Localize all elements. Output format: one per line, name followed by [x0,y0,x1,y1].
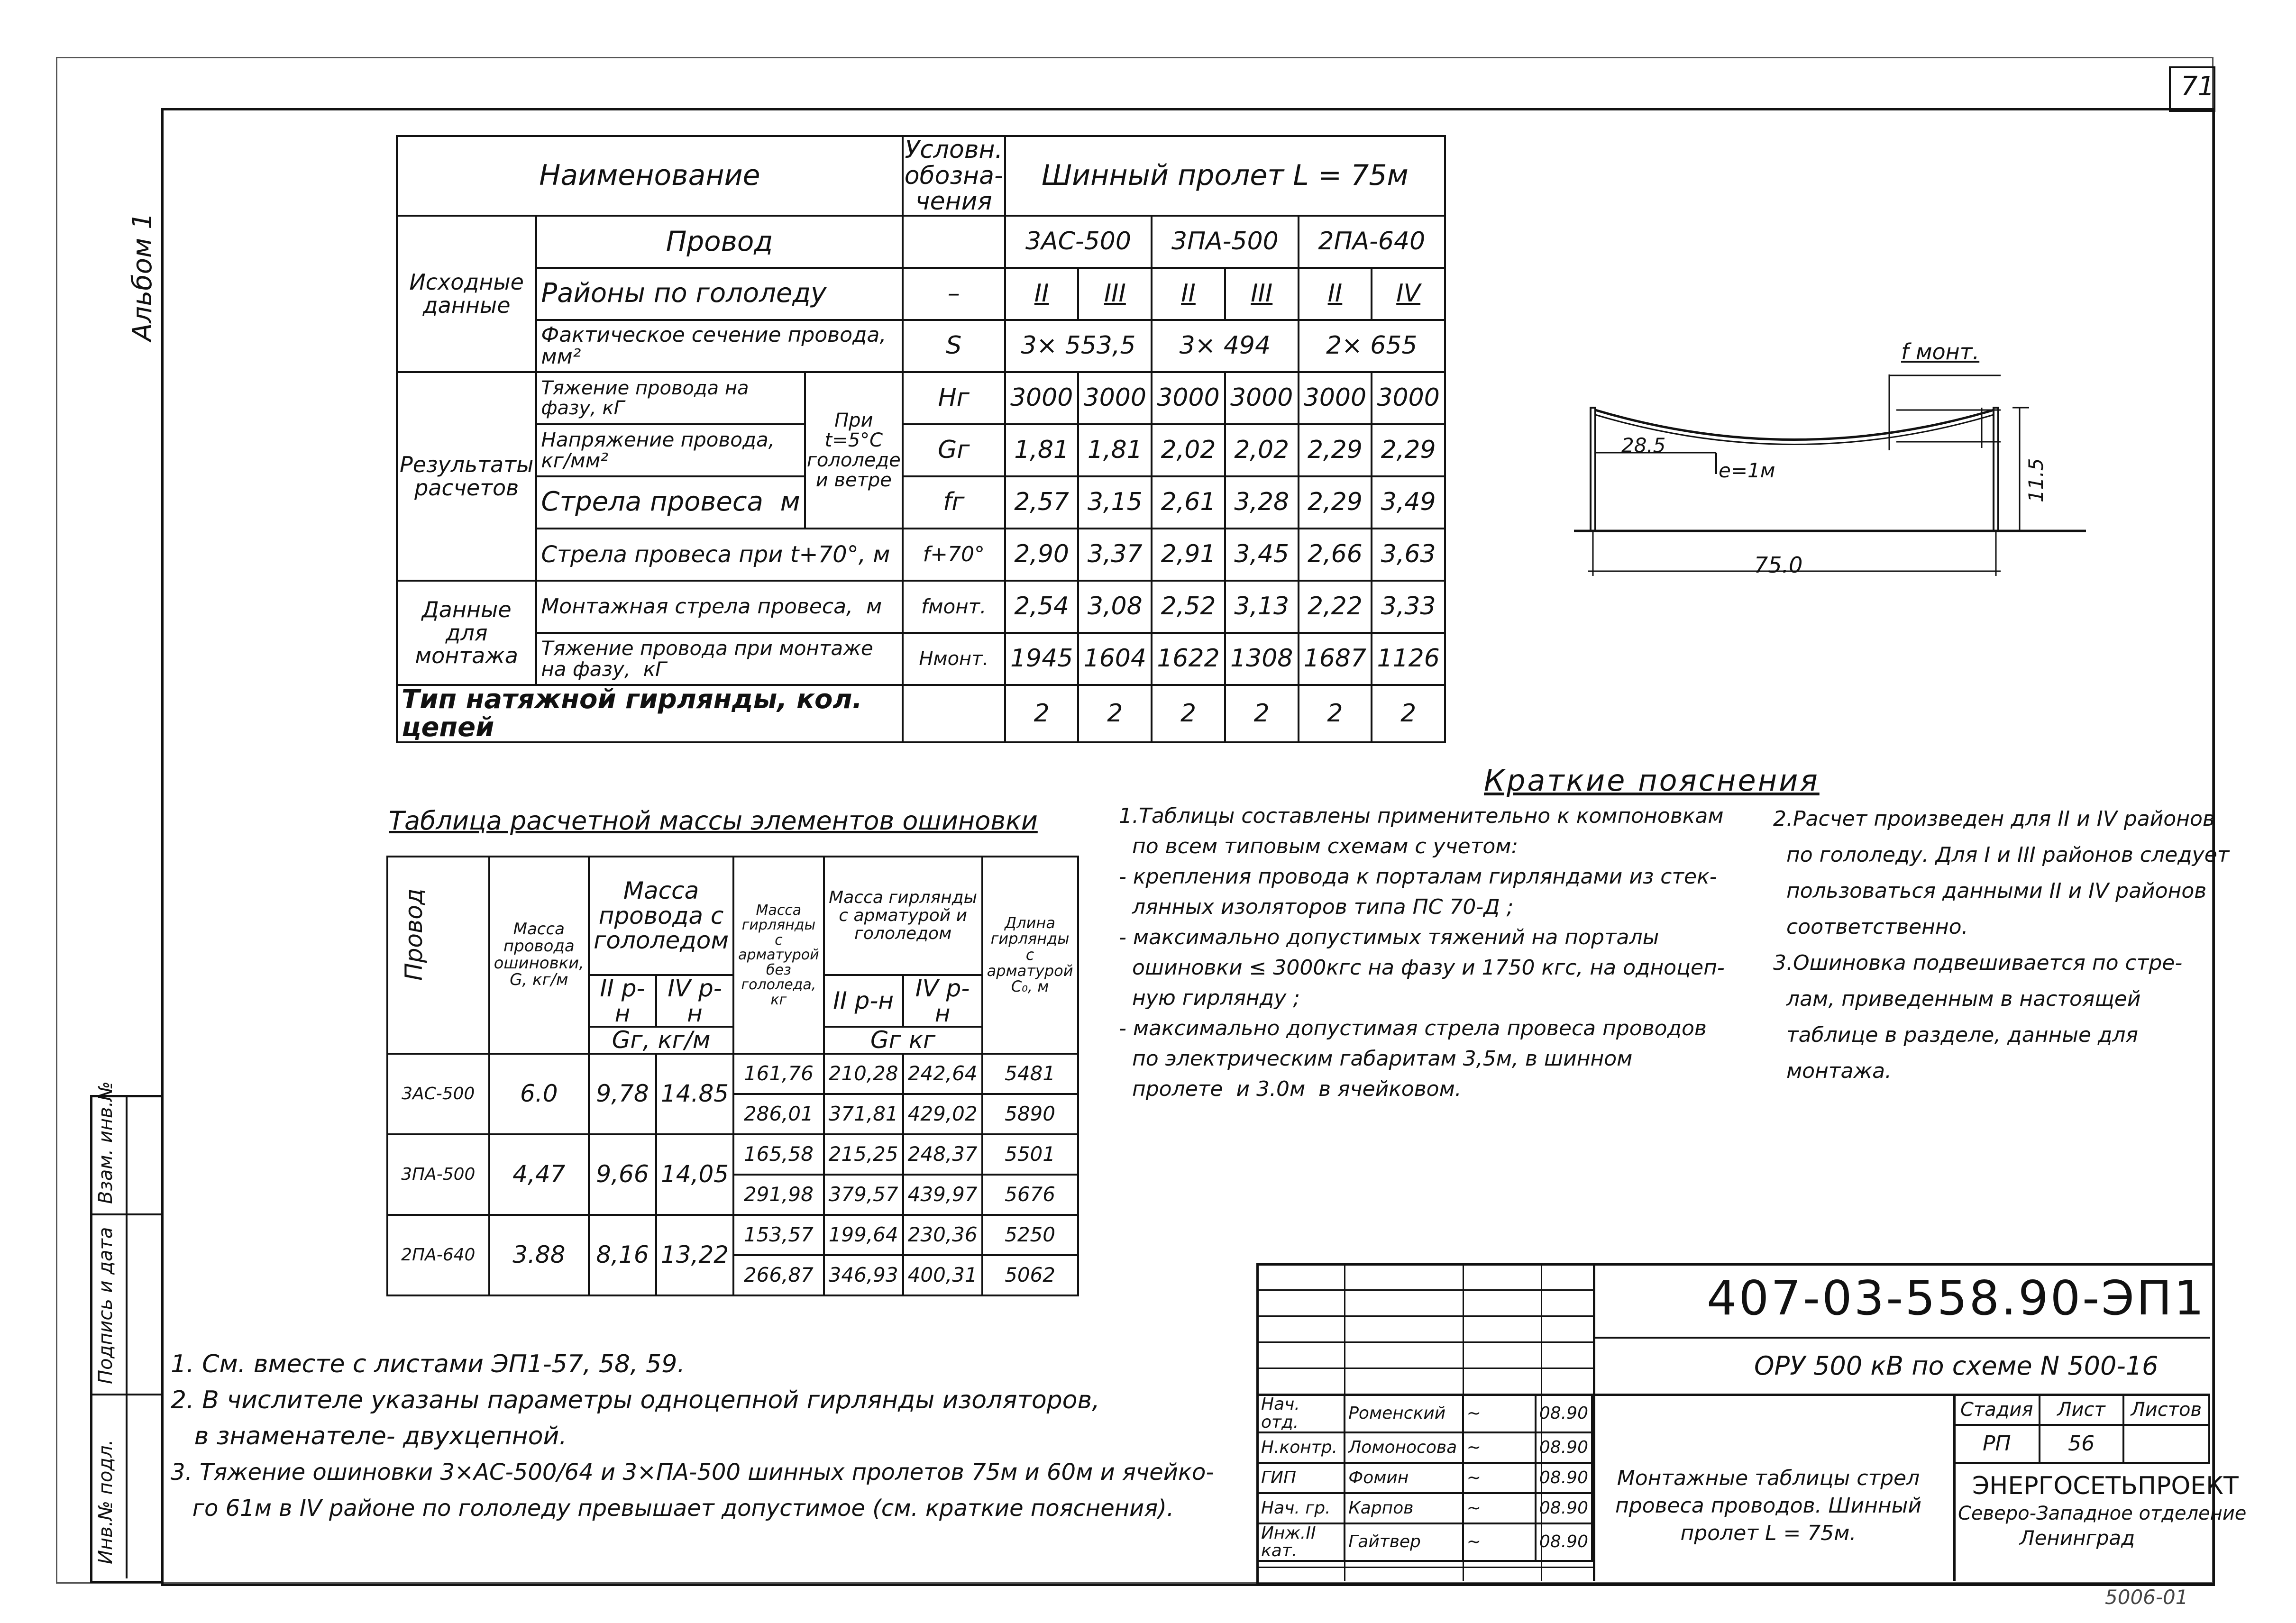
explanations-col1: 1.Таблицы составлены применительно к компоновкам по всем типовым схемам с учетом: - крепления провода к порталам гирляндами из стек- лянных изоляторов типа ПС 70-Д ; - максимально допустимых тяжений на порталы ошиновки ≤ 3000кгс на фазу и 1750 кгс, на одноцеп- ную гирлянду ; - максимально допустимая стрела провеса проводов по электрическим габаритам 3,5м, в шинном пролете и 3.0м в ячейковом. [1119,804,1725,1101]
main-parameters-table: Наименование Условн. обозна- чения Шинный пролет L = 75м Исходные данные Провод 3АС-500 3ПА-500 2ПА-640 Районы по гололеду – II III II III II IV Фактическое сечение провода, мм² S 3× 553,5 3× 494 2× 655 Результаты расчетов Тяжение провода на фазу, кГ При t=5°С гололеде и ветре Hг 3000 3000 3000 3000 3000 3000 Напряжение провода, кг/мм² Gг 1,81 1,81 2,02 2,02 2,29 2,29 Стрела провеса м fг 2,57 3,15 2,61 3,28 2,29 3,49 Стрела провеса при t+70°, м f+70° 2,90 3,37 2,91 3,45 2,66 3,63 Данные для монтажа Монтажная стрела провеса, м fмонт. 2,54 3,08 2,52 3,13 2,22 3,33 Тяжение провода при монтаже на фазу, кГ Hмонт. 1945 1604 1622 1308 1687 1126 Тип натяжной гирлянды, кол. цепей 2 2 2 2 2 2 [396,135,1446,743]
org-city: Ленинград [2020,1526,2135,1550]
side-stamp-sign: Подпись и дата [95,1227,117,1384]
sketch-height: 11.5 [2024,458,2048,502]
row-regions-name: Районы по гололеду [536,268,902,320]
signature: ~ [1463,1432,1536,1463]
sketch-span: 75.0 [1754,552,1803,578]
explanations-col2: 2.Расчет произведен для II и IV районов по гололеду. Для I и III районов следует пользоваться данными II и IV районов соответственно. 3.Ошиновка подвешивается по стре- лам, приведенным в настоящей таблице в разделе, данные для монтажа. [1773,807,2230,1083]
sheet-title: Монтажные таблицы стрел провеса проводов. Шинный пролет L = 75м. [1615,1466,1921,1545]
mass-row-wire: 2ПА-640 [387,1215,489,1295]
h-mass-ice: Масса провода с гололедом [589,857,733,975]
side-stamp-replace: Взам. инв.№ [95,1081,117,1204]
mass-row-wire: 3ПА-500 [387,1134,489,1215]
h-length: Длина гирлянды с арматурой С₀, м [982,857,1078,1054]
h-garland: Масса гирлянды с арматурой без гололеда, кг [733,857,824,1054]
head-name: Наименование [397,136,903,216]
signature: ~ [1463,1523,1536,1561]
page-number: 71 [2181,71,2215,102]
title-object: ОРУ 500 кВ по схеме N 500-16 [1754,1351,2159,1381]
explanations-title: Краткие пояснения [1484,763,1820,798]
org-dept: Северо-Западное отделение [1958,1503,2247,1524]
bottom-code: 5006-01 [2105,1586,2188,1609]
group-results: Результаты расчетов [397,372,536,581]
mass-table: Провод Масса провода ошиновки, G, кг/м Масса провода с гололедом Масса гирлянды с арматурой без гололеда, кг Масса гирлянды с арматурой и гололедом Длина гирлянды с арматурой С₀, м II р-н IV р-н II р-н IV р-н Gг, кг/м Gг кг 3АС-500 6.0 9,78 14.85 161,76 210,28 242,64 5481 286,01 371,81 429,02 5890 3ПА-500 4,47 9,66 14,05 165,58 215,25 248,37 5501 291,98 379,57 439,97 5676 2ПА-640 3.88 8,16 13,22 153,57 199,64 230,36 5250 266,87 346,93 400,31 5062 [386,856,1079,1296]
title-people: Нач. отд. Роменский ~ 08.90 Н.контр. Ломоносова ~ 08.90 ГИП Фомин ~ 08.90 Нач. гр. Карпов ~ 08.90 Инж.II кат. Гайтвер ~ 08.90 [1256,1394,1593,1562]
notes: 1. См. вместе с листами ЭП1-57, 58, 59. 2. В числителе указаны параметры одноцепной гирлянды изоляторов, в знаменателе- двухцепной. 3. Тяжение ошиновки 3×АС-500/64 и 3×ПА-500 шинных пролетов 75м и 60м и ячейко- го 61м в IV районе по гололеду превышает допустимое (см. краткие пояснения). [171,1350,1214,1522]
group-mounting: Данные для монтажа [397,581,536,685]
sketch-f-label: f монт. [1901,339,1980,365]
album-label: Альбом 1 [127,212,158,341]
row-section-name: Фактическое сечение провода, мм² [536,320,902,372]
sketch-dist-left: 28.5 [1621,434,1666,457]
signature: ~ [1463,1493,1536,1523]
title-code: 407-03-558.90-ЭП1 [1707,1270,2206,1326]
wire-type: 3ПА-500 [1152,216,1298,268]
mass-row-wire: 3АС-500 [387,1054,489,1134]
wire-type: 3АС-500 [1005,216,1152,268]
h-mass-no-ice: Масса провода ошиновки, G, кг/м [489,857,589,1054]
sketch-e-label: е=1м [1719,459,1775,482]
wire-type: 2ПА-640 [1299,216,1445,268]
head-span: Шинный пролет L = 75м [1005,136,1445,216]
side-stamp-inv: Инв.№ подл. [95,1439,117,1564]
org-name: ЭНЕРГОСЕТЬПРОЕКТ [1972,1472,2239,1500]
group-initial: Исходные данные [397,216,536,372]
row-wire-name: Провод [536,216,902,268]
stage-table: Стадия Лист Листов РП 56 [1953,1394,2210,1464]
mass-table-title: Таблица расчетной массы элементов ошиновки [389,806,1038,836]
h-wire: Провод [387,857,489,1054]
signature: ~ [1463,1463,1536,1493]
head-symbol: Условн. обозна- чения [903,136,1005,216]
h-garland-ice: Масса гирлянды с арматурой и гололедом [824,857,982,975]
condition: При t=5°С гололеде и ветре [805,372,903,529]
signature: ~ [1463,1395,1536,1432]
